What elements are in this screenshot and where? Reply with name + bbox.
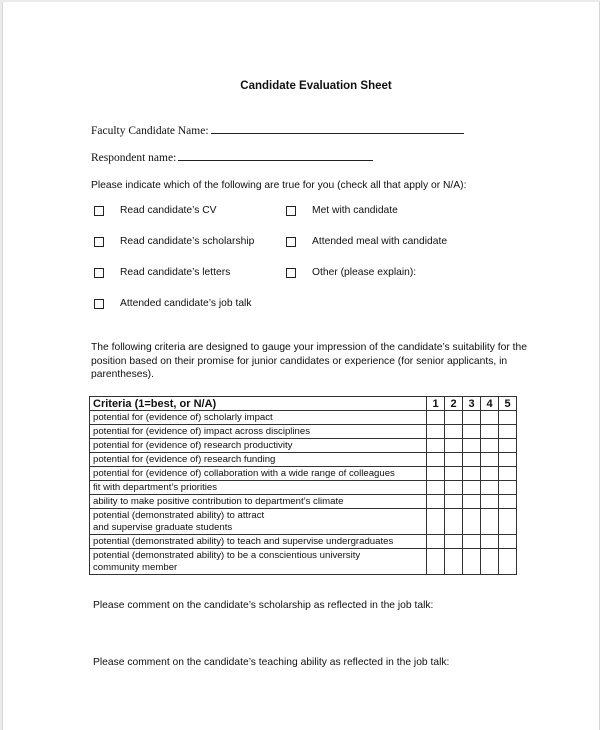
rating-cell[interactable] — [445, 411, 463, 425]
scholarship-comment-prompt: Please comment on the candidate’s scholarship as reflected in the job talk: — [93, 600, 434, 611]
criteria-label: potential for (evidence of) collaboration with a wide range of colleagues — [90, 467, 427, 481]
rating-cell[interactable] — [445, 453, 463, 467]
rating-cell[interactable] — [427, 439, 445, 453]
checkbox-other[interactable] — [286, 267, 416, 278]
scale-5-header: 5 — [499, 397, 517, 411]
criteria-header: Criteria (1=best, or N/A) — [90, 397, 427, 411]
scale-3-header: 3 — [463, 397, 481, 411]
rating-cell[interactable] — [427, 453, 445, 467]
rating-cell[interactable] — [445, 467, 463, 481]
rating-cell[interactable] — [427, 509, 445, 535]
rating-cell[interactable] — [481, 467, 499, 481]
criteria-label: potential for (evidence of) scholarly impact — [90, 411, 427, 425]
rating-cell[interactable] — [499, 411, 517, 425]
page-title: Candidate Evaluation Sheet — [240, 80, 392, 92]
rating-cell[interactable] — [481, 411, 499, 425]
checkbox-label: Read candidate’s scholarship — [120, 236, 255, 247]
rating-cell[interactable] — [463, 425, 481, 439]
criteria-header-row — [90, 397, 517, 411]
criteria-label: potential (demonstrated ability) to teach and supervise undergraduates — [90, 535, 427, 549]
rating-cell[interactable] — [499, 535, 517, 549]
rating-cell[interactable] — [445, 509, 463, 535]
rating-cell[interactable] — [481, 549, 499, 575]
table-row — [90, 509, 517, 535]
checkbox-attended-job-talk[interactable] — [94, 298, 251, 309]
respondent-name-line[interactable] — [178, 150, 373, 161]
rating-cell[interactable] — [481, 495, 499, 509]
table-row — [90, 439, 517, 453]
rating-cell[interactable] — [481, 425, 499, 439]
table-row — [90, 453, 517, 467]
table-row — [90, 535, 517, 549]
scale-4-header: 4 — [481, 397, 499, 411]
rating-cell[interactable] — [463, 439, 481, 453]
rating-cell[interactable] — [463, 467, 481, 481]
checkbox-box[interactable] — [94, 299, 104, 309]
table-row — [90, 467, 517, 481]
checkbox-label: Read candidate’s CV — [120, 205, 217, 216]
checkbox-label: Attended candidate’s job talk — [120, 298, 252, 309]
rating-cell[interactable] — [445, 549, 463, 575]
teaching-comment-prompt: Please comment on the candidate’s teaching ability as reflected in the job talk: — [93, 657, 450, 668]
faculty-candidate-name-field[interactable] — [91, 123, 464, 137]
criteria-table — [89, 396, 517, 575]
rating-cell[interactable] — [499, 549, 517, 575]
rating-cell[interactable] — [481, 535, 499, 549]
checkbox-box[interactable] — [94, 237, 104, 247]
checkbox-label: Read candidate’s letters — [120, 267, 231, 278]
rating-cell[interactable] — [445, 535, 463, 549]
faculty-candidate-name-label: Faculty Candidate Name: — [91, 125, 209, 137]
rating-cell[interactable] — [445, 495, 463, 509]
rating-cell[interactable] — [463, 481, 481, 495]
rating-cell[interactable] — [499, 453, 517, 467]
criteria-intro: The following criteria are designed to gauge your impression of the candidate’s suitability for the position based on their promise for junior candidates or experience (for senior applicants, in parentheses). — [91, 342, 527, 380]
rating-cell[interactable] — [481, 439, 499, 453]
rating-cell[interactable] — [427, 411, 445, 425]
rating-cell[interactable] — [445, 481, 463, 495]
checkbox-attended-meal[interactable] — [286, 236, 447, 247]
rating-cell[interactable] — [499, 495, 517, 509]
checkbox-box[interactable] — [286, 237, 296, 247]
scale-2-header: 2 — [445, 397, 463, 411]
criteria-label: potential (demonstrated ability) to attract and supervise graduate students — [90, 509, 427, 535]
rating-cell[interactable] — [481, 481, 499, 495]
document-page — [2, 2, 600, 730]
rating-cell[interactable] — [427, 481, 445, 495]
rating-cell[interactable] — [481, 509, 499, 535]
faculty-candidate-name-line[interactable] — [211, 123, 464, 134]
checkbox-box[interactable] — [286, 206, 296, 216]
rating-cell[interactable] — [499, 509, 517, 535]
criteria-label: ability to make positive contribution to department’s climate — [90, 495, 427, 509]
rating-cell[interactable] — [427, 535, 445, 549]
checkbox-box[interactable] — [94, 206, 104, 216]
checkbox-read-cv[interactable] — [94, 205, 217, 216]
table-row — [90, 495, 517, 509]
checkbox-box[interactable] — [94, 268, 104, 278]
rating-cell[interactable] — [463, 453, 481, 467]
table-row — [90, 425, 517, 439]
checkbox-met-candidate[interactable] — [286, 205, 398, 216]
rating-cell[interactable] — [427, 495, 445, 509]
checklist-instruction: Please indicate which of the following are true for you (check all that apply or N/A): — [91, 180, 467, 191]
rating-cell[interactable] — [499, 467, 517, 481]
checkbox-label: Met with candidate — [312, 205, 398, 216]
checkbox-box[interactable] — [286, 268, 296, 278]
rating-cell[interactable] — [463, 495, 481, 509]
rating-cell[interactable] — [427, 467, 445, 481]
rating-cell[interactable] — [427, 425, 445, 439]
rating-cell[interactable] — [427, 549, 445, 575]
table-row — [90, 481, 517, 495]
rating-cell[interactable] — [499, 439, 517, 453]
criteria-label: potential for (evidence of) research productivity — [90, 439, 427, 453]
rating-cell[interactable] — [463, 549, 481, 575]
checkbox-label: Other (please explain): — [312, 267, 417, 278]
rating-cell[interactable] — [463, 509, 481, 535]
rating-cell[interactable] — [499, 425, 517, 439]
criteria-label: potential for (evidence of) impact across disciplines — [90, 425, 427, 439]
criteria-label: potential (demonstrated ability) to be a conscientious university community member — [90, 549, 427, 575]
scale-1-header: 1 — [427, 397, 445, 411]
rating-cell[interactable] — [463, 411, 481, 425]
criteria-label: fit with department’s priorities — [90, 481, 427, 495]
checkbox-read-letters[interactable] — [94, 267, 230, 278]
rating-cell[interactable] — [463, 535, 481, 549]
criteria-label: potential for (evidence of) research funding — [90, 453, 427, 467]
checkbox-label: Attended meal with candidate — [312, 236, 448, 247]
checkbox-read-scholarship[interactable] — [94, 236, 254, 247]
rating-cell[interactable] — [445, 439, 463, 453]
respondent-name-field[interactable] — [91, 150, 373, 164]
rating-cell[interactable] — [481, 453, 499, 467]
table-row — [90, 549, 517, 575]
rating-cell[interactable] — [445, 425, 463, 439]
rating-cell[interactable] — [499, 481, 517, 495]
respondent-name-label: Respondent name: — [91, 152, 177, 164]
table-row — [90, 411, 517, 425]
